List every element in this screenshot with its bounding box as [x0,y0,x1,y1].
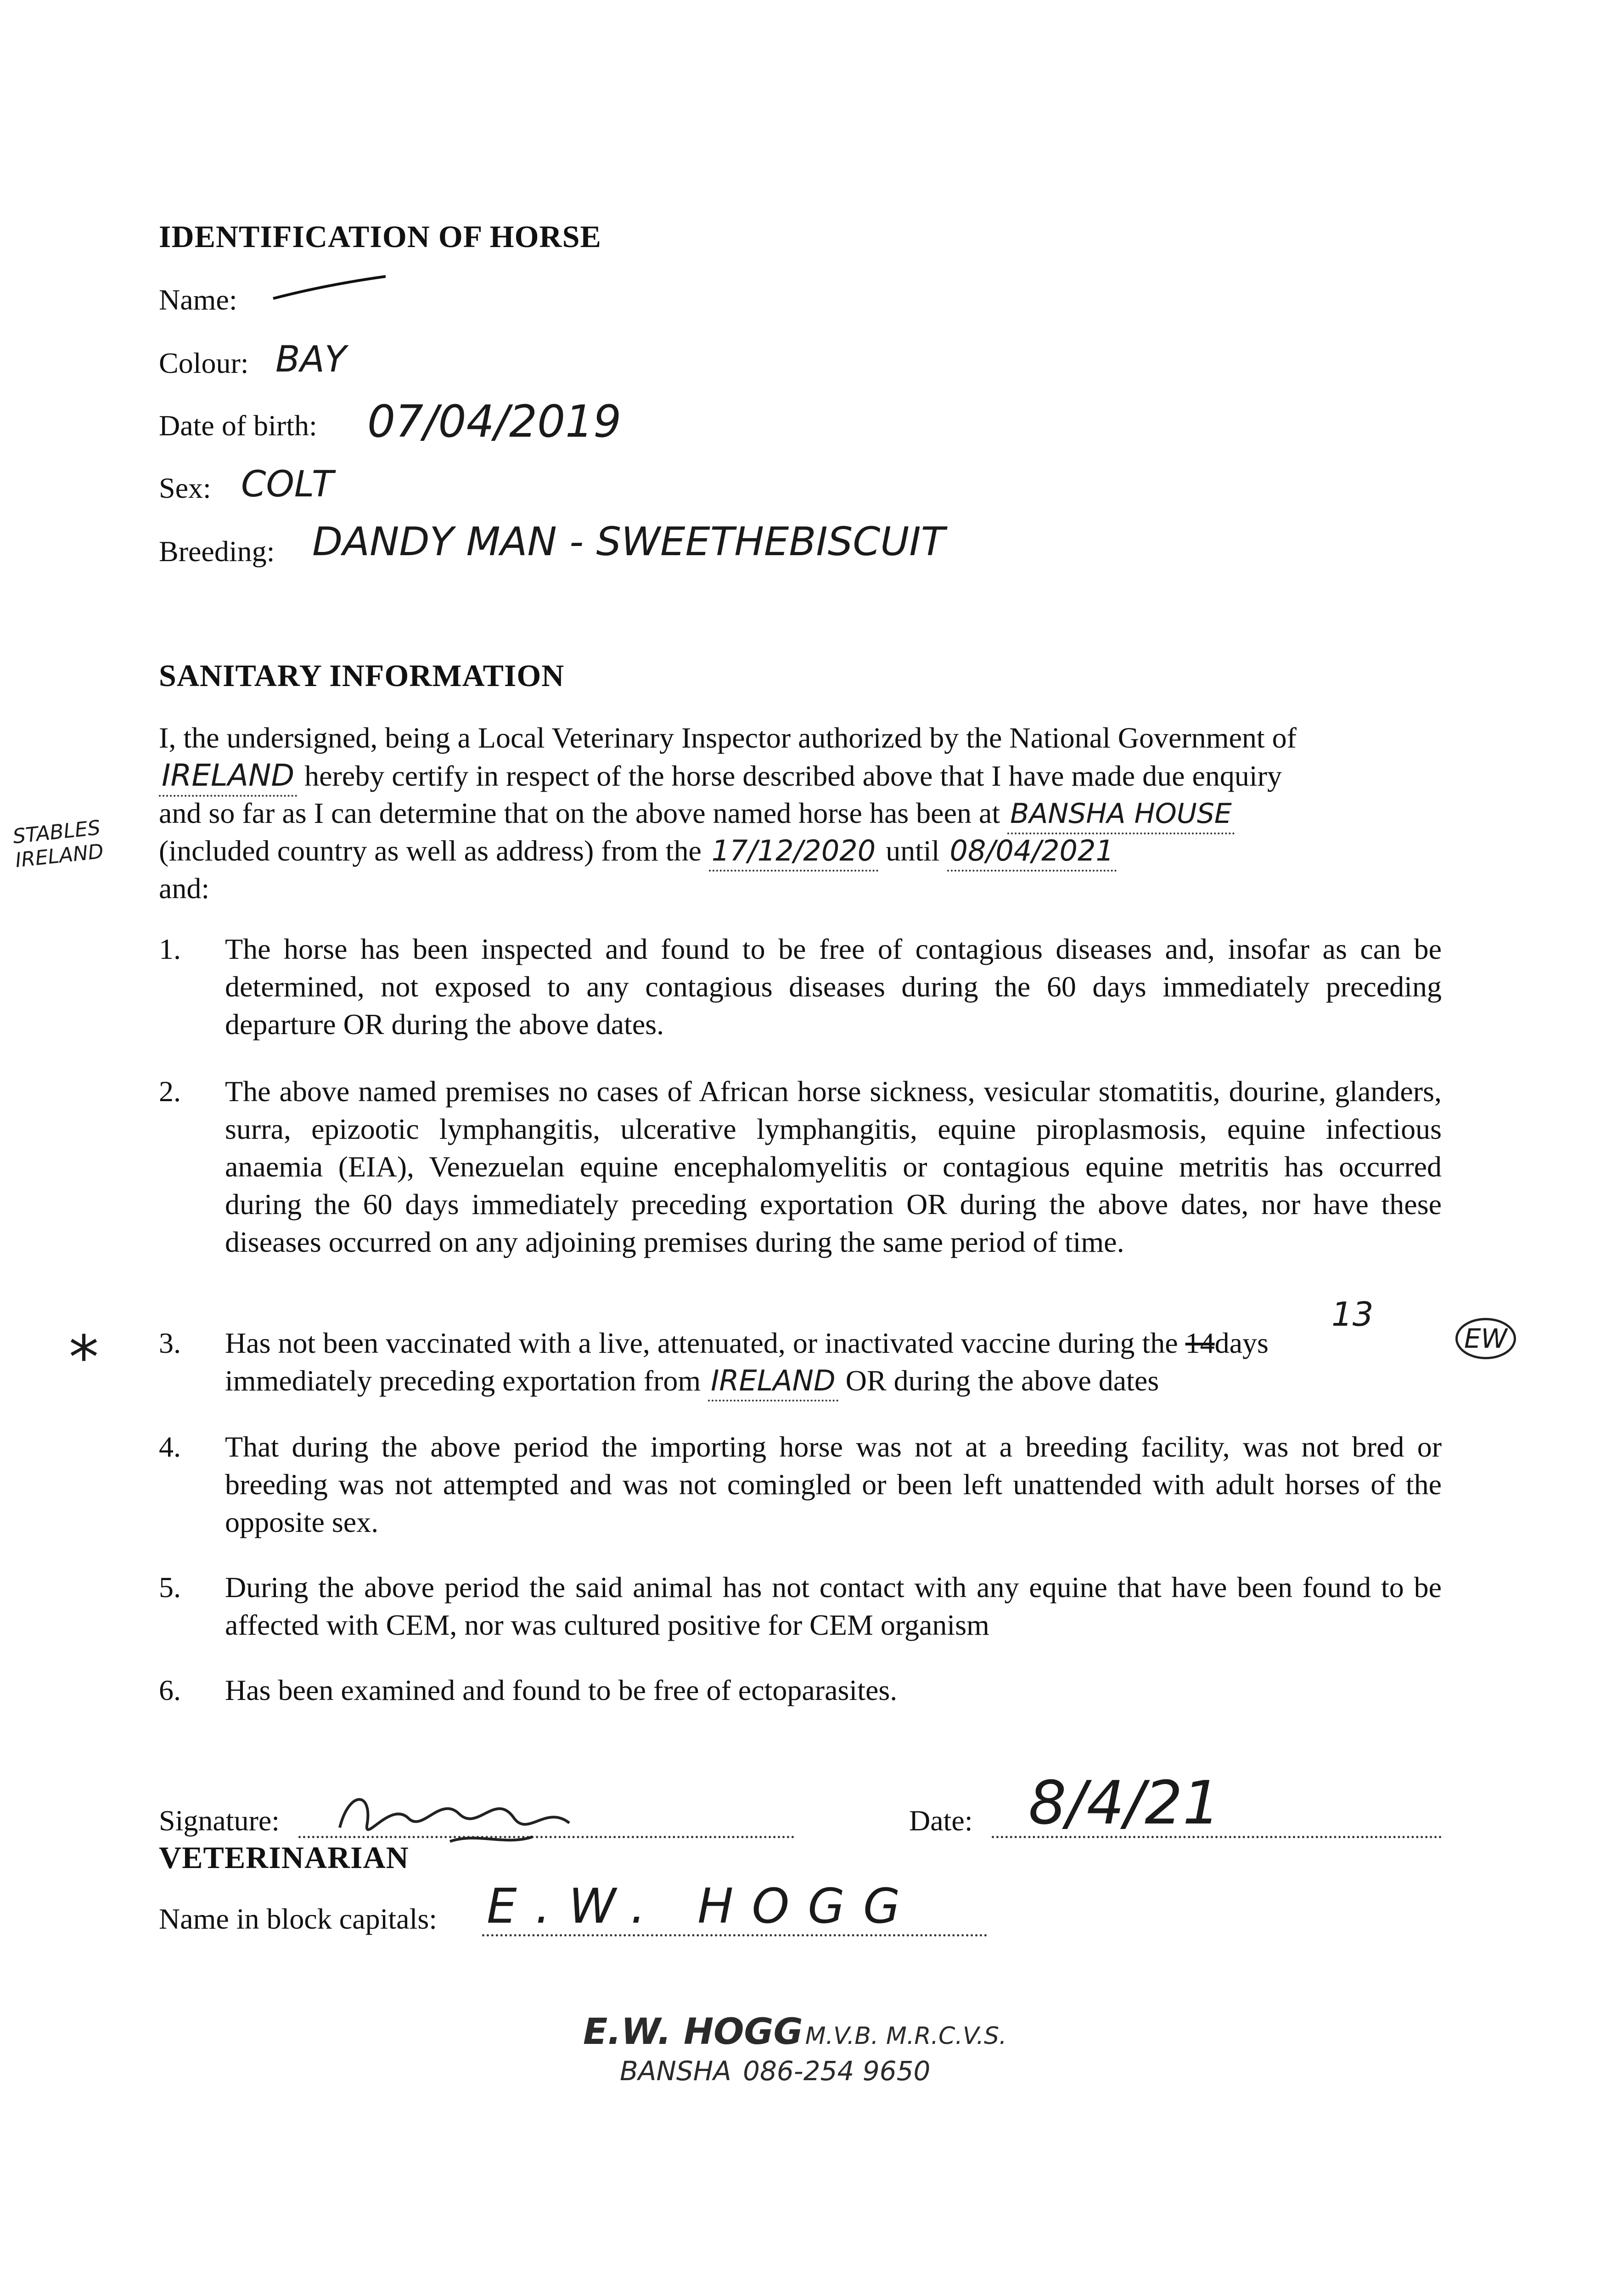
colour-label: Colour: [159,347,249,379]
breeding-value: DANDY MAN - SWEETHEBISCUIT [312,519,945,565]
sanitary-line-3 [159,794,1235,834]
item-1-text: The horse has been inspected and found to be free of contagious diseases and, insofar as can be determined, not exposed to any contagious diseases during the 60 days immediately preceding departure OR during the above dates. [225,933,1442,1041]
sanitary-line-4-text: (included country as well as address) from the [159,834,702,867]
sanitary-heading: SANITARY INFORMATION [159,658,565,693]
stamp-town: BANSHA [620,2055,731,2087]
sanitary-line-1: I, the undersigned, being a Local Veterinary Inspector authorized by the National Government of [159,721,1297,754]
handwritten-days: 13 [1331,1295,1374,1334]
until-date-value: 08/04/2021 [949,834,1114,867]
and-label: and: [159,872,210,905]
premises-value: BANSHA HOUSE [1010,798,1232,830]
veterinarian-label: VETERINARIAN [159,1840,409,1875]
country-value: IRELAND [162,758,295,793]
dob-value: 07/04/2019 [367,396,622,447]
days-word: days [1214,1327,1269,1359]
item-3-country: IRELAND [711,1364,836,1397]
item-3-text-b: immediately preceding exportation from [225,1364,701,1397]
item-3-text-c: OR during the above dates [845,1364,1159,1397]
date-value: 8/4/21 [1028,1768,1221,1838]
until-label: until [886,834,940,867]
item-3-line-1 [225,1324,1269,1362]
item-6-number: 6. [159,1674,181,1706]
item-2-number: 2. [159,1075,181,1108]
item-6-text: Has been examined and found to be free of ectoparasites. [225,1674,898,1706]
item-4-text: That during the above period the importing horse was not at a breeding facility, was not bred or breeding was not attempted and was not comingled or been left unattended with adult horses of the opposite sex. [225,1430,1442,1538]
from-date-value: 17/12/2020 [711,834,876,867]
name-label: Name: [159,283,237,316]
item-1-number: 1. [159,933,181,965]
item-3-number: 3. [159,1327,181,1359]
date-label: Date: [909,1804,973,1837]
signature-label: Signature: [159,1804,280,1837]
item-3-line-2 [225,1362,1159,1401]
block-caps-value: E.W. HOGG [487,1878,919,1934]
sanitary-line-2-text: hereby certify in respect of the horse described above that I have made due enquiry [304,760,1282,792]
sex-label: Sex: [159,472,211,504]
identification-heading: IDENTIFICATION OF HORSE [159,219,601,254]
sex-value: COLT [241,464,334,505]
breeding-label: Breeding: [159,535,275,568]
name-dash-stroke [271,271,390,308]
margin-note: STABLES IRELAND [11,816,105,872]
asterisk-mark: * [69,1322,99,1392]
initials-circle: EW [1455,1318,1516,1359]
colour-value: BAY [275,339,347,380]
dob-label: Date of birth: [159,409,317,442]
struck-days: 14 [1185,1327,1215,1359]
stamp-quals: M.V.B. M.R.C.V.S. [805,2022,1007,2050]
stamp-phone: 086-254 9650 [743,2055,931,2087]
stamp-name: E.W. HOGG [583,2011,803,2053]
vet-stamp-line-2 [620,2055,930,2087]
item-5-text: During the above period the said animal has not contact with any equine that have been found to be affected with CEM, nor was cultured positive for CEM organism [225,1571,1442,1641]
block-caps-label: Name in block capitals: [159,1902,438,1935]
item-5-number: 5. [159,1571,181,1604]
sanitary-line-3-text: and so far as I can determine that on the above named horse has been at [159,797,1000,829]
item-4-number: 4. [159,1430,181,1463]
item-3-text-a: Has not been vaccinated with a live, attenuated, or inactivated vaccine during the [225,1327,1178,1359]
sanitary-line-4 [159,832,1117,872]
sanitary-line-2 [159,757,1282,797]
item-2-text: The above named premises no cases of African horse sickness, vesicular stomatitis, dourine, glanders, surra, epizootic lymphangitis, ulcerative lymphangitis, equine piroplasmosis, equine infectious anaemia (EIA), Venezuelan equine encephalomyelitis or contagious equine metritis has occurred during the 60 days immediately preceding exportation OR during the above dates, nor have these diseases occurred on any adjoining premises during the same period of time. [225,1075,1442,1258]
vet-stamp [583,2011,1007,2053]
